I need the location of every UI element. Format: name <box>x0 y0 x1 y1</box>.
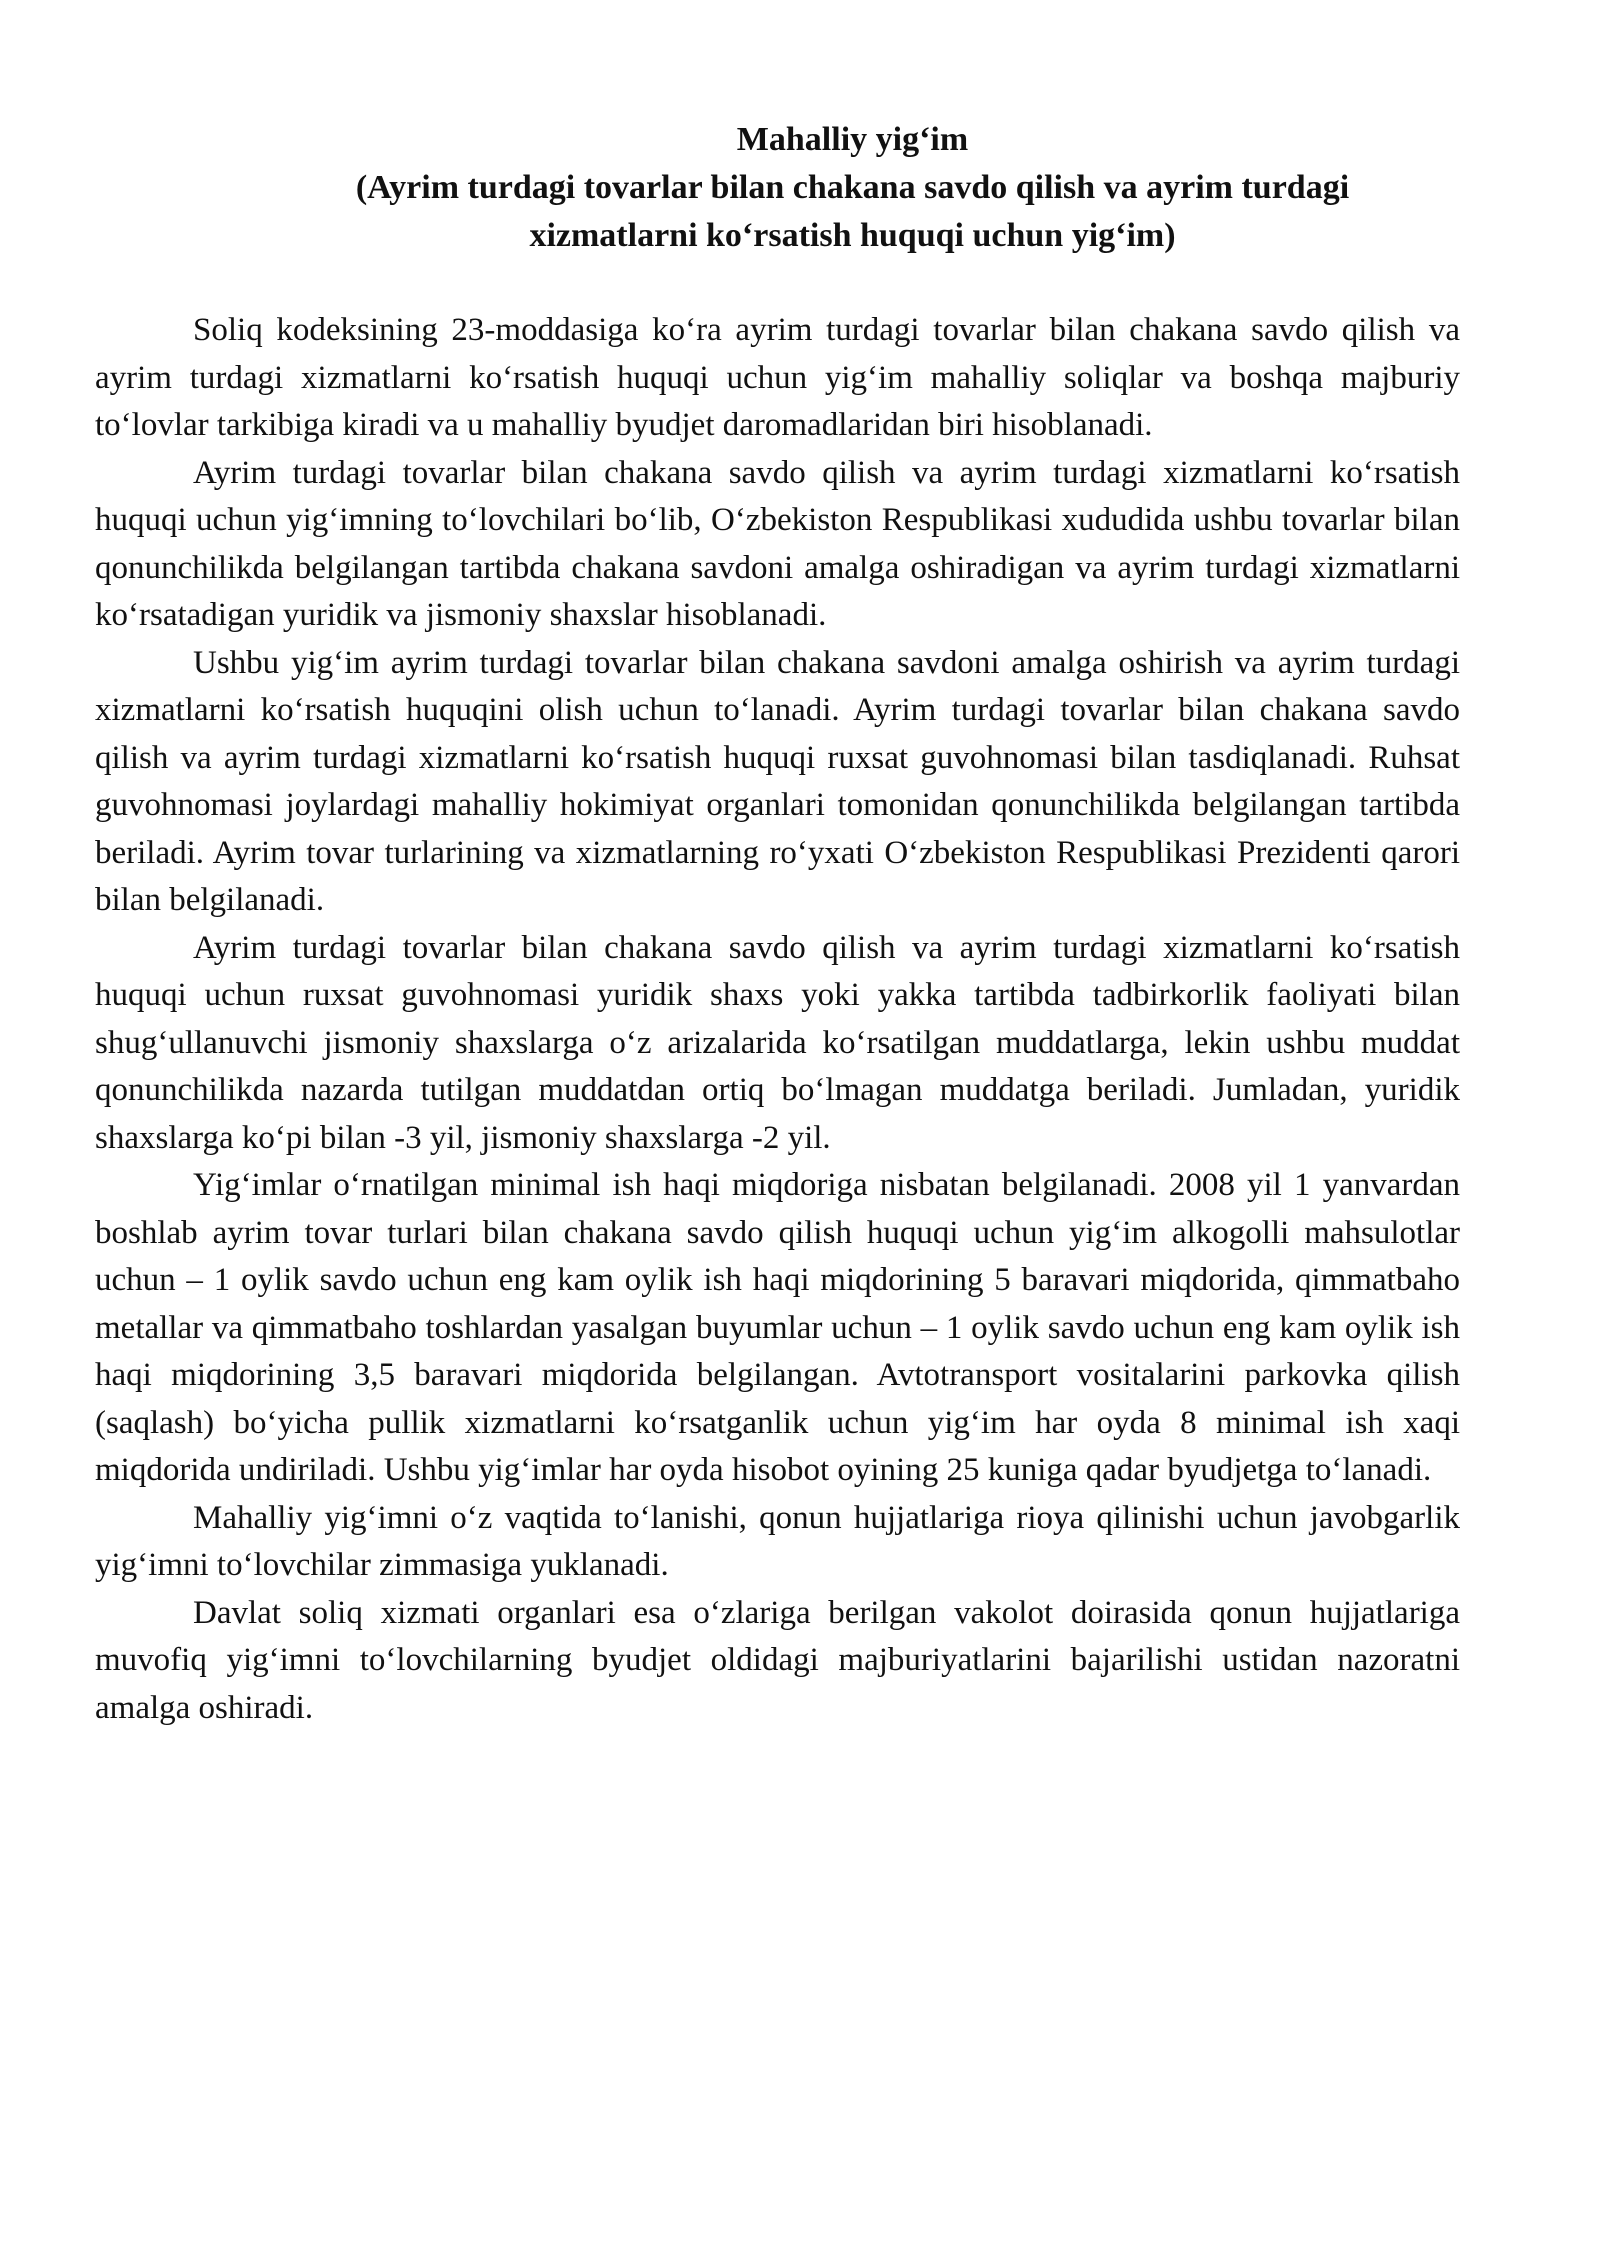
paragraph-6: Mahalliy yig‘imni o‘z vaqtida to‘lanishi, qonun hujjatlariga rioya qilinishi uchun javobgarlik yig‘imni to‘lovchilar zimmasiga yuklanadi. <box>95 1499 1460 1583</box>
document-title: Mahalliy yig‘im <box>736 121 969 158</box>
paragraph-7: Davlat soliq xizmati organlari esa o‘zlariga berilgan vakolot doirasida qonun hujjatlariga muvofiq yig‘imni to‘lovchilarning byudjet oldidagi majburiyatlarini bajarilishi ustidan nazoratni amalga oshiradi. <box>95 1594 1460 1726</box>
paragraph-2: Ayrim turdagi tovarlar bilan chakana savdo qilish va ayrim turdagi xizmatlarni ko‘rsatish huquqi uchun yig‘imning to‘lovchilari bo‘lib, O‘zbekiston Respublikasi xududida ushbu tovarlar bilan qonunchilikda belgilangan tartibda chakana savdoni amalga oshiradigan va ayrim turdagi xizmatlarni ko‘rsatadigan yuridik va jismoniy shaxslar hisoblanadi. <box>95 454 1460 633</box>
paragraph-3: Ushbu yig‘im ayrim turdagi tovarlar bilan chakana savdoni amalga oshirish va ayrim turdagi xizmatlarni ko‘rsatish huquqini olish uchun to‘lanadi. Ayrim turdagi tovarlar bilan chakana savdo qilish va ayrim turdagi xizmatlarni ko‘rsatish huquqi ruxsat guvohnomasi bilan tasdiqlanadi. Ruhsat guvohnomasi joylardagi mahalliy hokimiyat organlari tomonidan qonunchilikda belgilangan tartibda beriladi. Ayrim tovar turlarining va xizmatlarning ro‘yxati O‘zbekiston Respublikasi Prezidenti qarori bilan belgilanadi. <box>95 644 1460 918</box>
document-body <box>95 307 1460 1732</box>
paragraph-5: Yig‘imlar o‘rnatilgan minimal ish haqi miqdoriga nisbatan belgilanadi. 2008 yil 1 yanvardan boshlab ayrim tovar turlari bilan chakana savdo qilish huquqi uchun yig‘im alkogolli mahsulotlar uchun – 1 oylik savdo uchun eng kam oylik ish haqi miqdorining 5 baravari miqdorida, qimmatbaho metallar va qimmatbaho toshlardan yasalgan buyumlar uchun – 1 oylik savdo uchun eng kam oylik ish haqi miqdorining 3,5 baravari miqdorida belgilangan. Avtotransport vositalarini parkovka qilish (saqlash) bo‘yicha pullik xizmatlarni ko‘rsatganlik uchun yig‘im har oyda 8 minimal ish xaqi miqdorida undiriladi. Ushbu yig‘imlar har oyda hisobot oyining 25 kuniga qadar byudjetga to‘lanadi. <box>95 1167 1460 1488</box>
document-heading <box>95 116 1460 260</box>
paragraph-1: Soliq kodeksining 23-moddasiga ko‘ra ayrim turdagi tovarlar bilan chakana savdo qilish va ayrim turdagi xizmatlarni ko‘rsatish huquqi uchun yig‘im mahalliy soliqlar va boshqa majburiy to‘lovlar tarkibiga kiradi va u mahalliy byudjet daromadlaridan biri hisoblanadi. <box>95 312 1460 443</box>
paragraph-4: Ayrim turdagi tovarlar bilan chakana savdo qilish va ayrim turdagi xizmatlarni ko‘rsatish huquqi uchun ruxsat guvohnomasi yuridik shaxs yoki yakka tartibda tadbirkorlik faoliyati bilan shug‘ullanuvchi jismoniy shaxslarga o‘z arizalarida ko‘rsatilgan muddatlarga, lekin ushbu muddat qonunchilikda nazarda tutilgan muddatdan ortiq bo‘lmagan muddatga beriladi. Jumladan, yuridik shaxslarga ko‘pi bilan -3 yil, jismoniy shaxslarga -2 yil. <box>95 929 1460 1156</box>
document-subtitle-line-1: (Ayrim turdagi tovarlar bilan chakana savdo qilish va ayrim turdagi <box>355 169 1350 206</box>
document-subtitle-line-2: xizmatlarni ko‘rsatish huquqi uchun yig‘im) <box>529 217 1176 254</box>
